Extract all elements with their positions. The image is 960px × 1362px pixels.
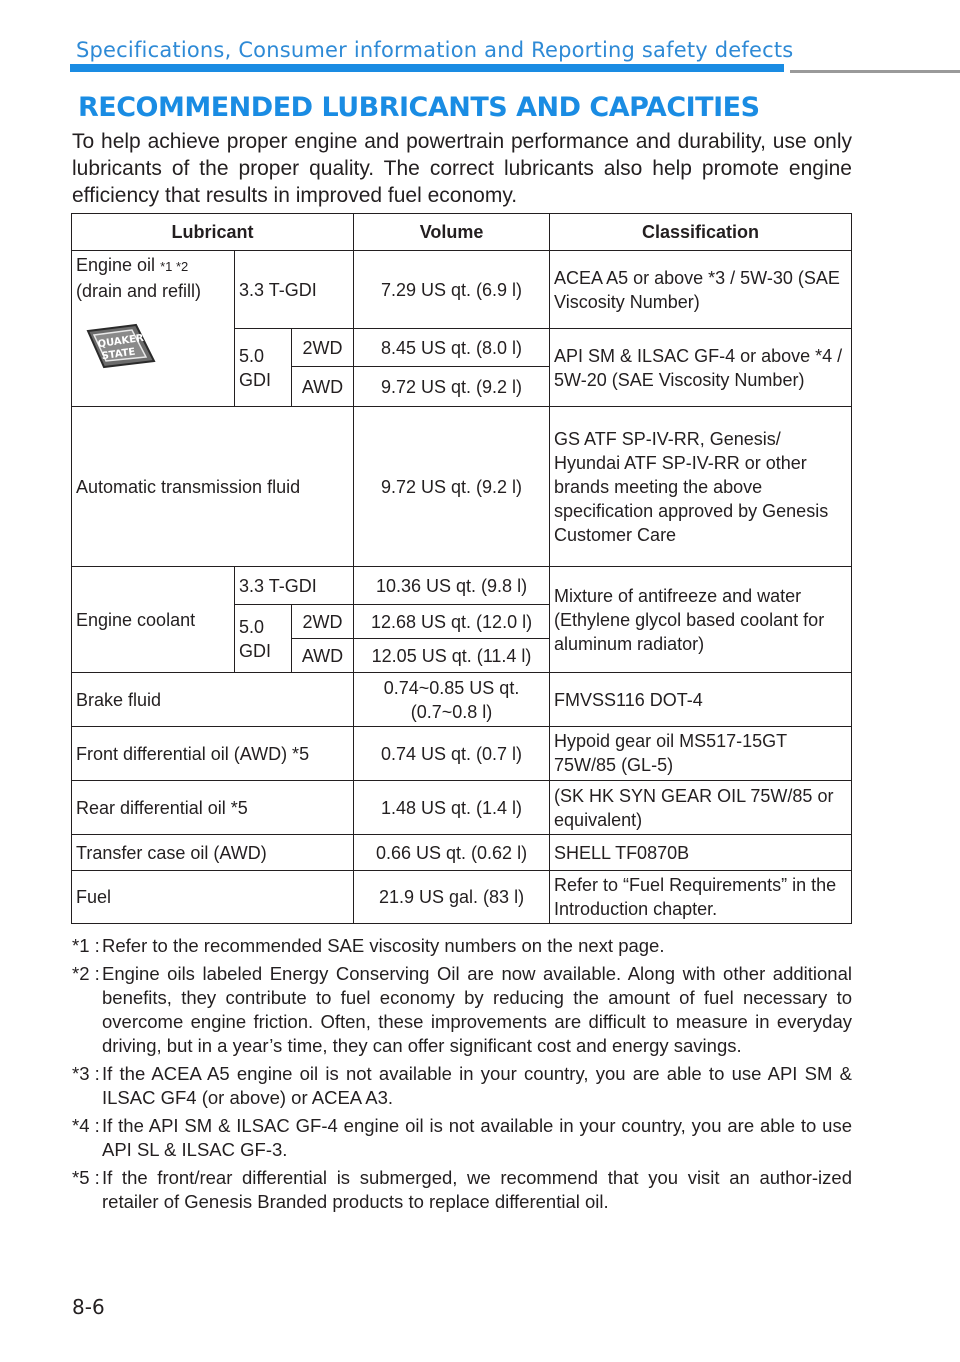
footnote-text: If the front/rear differential is submerged, we recommend that you visit an author-ized retailer of Genesis Branded products to replace differential oil. — [102, 1167, 852, 1212]
transfer-class: SHELL TF0870B — [550, 835, 852, 871]
footnote — [72, 1062, 852, 1110]
footnote-text: If the ACEA A5 engine oil is not available in your country, you are able to use API SM & ILSAC GF4 (or above) or ACEA A3. — [102, 1063, 852, 1108]
coolant-drive-awd: AWD — [292, 639, 354, 673]
footnote — [72, 1166, 852, 1214]
svg-text:QUAKER: QUAKER — [97, 332, 145, 351]
table-row — [72, 781, 852, 835]
quaker-state-logo — [84, 321, 158, 377]
coolant-volume-2wd: 12.68 US qt. (12.0 l) — [354, 605, 550, 639]
section-title: RECOMMENDED LUBRICANTS AND CAPACITIES — [78, 92, 760, 123]
header-rule-accent — [70, 64, 784, 72]
fuel-class: Refer to “Fuel Requirements” in the Introduction chapter. — [550, 871, 852, 924]
coolant-class: Mixture of antifreeze and water (Ethylene glycol based coolant for aluminum radiator) — [550, 567, 852, 673]
engine-oil-sub: (drain and refill) — [76, 281, 202, 301]
coolant-drive-2wd: 2WD — [292, 605, 354, 639]
footnote-text: Engine oils labeled Energy Conserving Oil are now available. Along with other additional benefits, they contribute to fuel economy by reducing the amount of fuel necessary to overcome engine friction. Often, these improvements are difficult to measure in everyday driving, but in a year’s time, they can offer significant cost and energy savings. — [102, 963, 852, 1056]
engine-oil-drive-2wd: 2WD — [292, 329, 354, 367]
table-row — [72, 673, 852, 727]
lubricants-table — [71, 213, 852, 924]
brake-class: FMVSS116 DOT-4 — [550, 673, 852, 727]
footnote — [72, 934, 852, 958]
table-row — [72, 727, 852, 781]
footnote — [72, 1114, 852, 1162]
front-diff-volume: 0.74 US qt. (0.7 l) — [354, 727, 550, 781]
intro-paragraph: To help achieve proper engine and powertrain performance and durability, use only lubricants of the proper quality. The correct lubricants also help promote engine efficiency that results in improved fuel economy. — [72, 130, 852, 207]
footnote-mark: *1 : — [72, 935, 100, 956]
coolant-engine-3-3: 3.3 T-GDI — [235, 567, 354, 605]
footnote-mark: *3 : — [72, 1063, 100, 1084]
atf-volume: 9.72 US qt. (9.2 l) — [354, 407, 550, 567]
table-row — [72, 251, 852, 329]
header-rule-gray — [790, 70, 960, 73]
rear-diff-volume: 1.48 US qt. (1.4 l) — [354, 781, 550, 835]
table-row — [72, 407, 852, 567]
atf-label: Automatic transmission fluid — [72, 407, 354, 567]
engine-oil-engine-5-0: 5.0 GDI — [235, 329, 292, 407]
transfer-volume: 0.66 US qt. (0.62 l) — [354, 835, 550, 871]
coolant-label: Engine coolant — [72, 567, 235, 673]
header-volume: Volume — [354, 214, 550, 251]
header-classification: Classification — [550, 214, 852, 251]
coolant-volume-3-3: 10.36 US qt. (9.8 l) — [354, 567, 550, 605]
front-diff-label: Front differential oil (AWD) *5 — [72, 727, 354, 781]
engine-oil-volume-awd: 9.72 US qt. (9.2 l) — [354, 367, 550, 407]
engine-oil-label: Engine oil — [76, 255, 156, 275]
page-number: 8-6 — [72, 1295, 105, 1319]
footnote-text: If the API SM & ILSAC GF-4 engine oil is not available in your country, you are able to use API SL & ILSAC GF-3. — [102, 1115, 852, 1160]
transfer-label: Transfer case oil (AWD) — [72, 835, 354, 871]
header-lubricant: Lubricant — [72, 214, 354, 251]
footnote-mark: *4 : — [72, 1115, 100, 1136]
footnotes — [72, 934, 852, 1218]
engine-oil-volume-2wd: 8.45 US qt. (8.0 l) — [354, 329, 550, 367]
engine-oil-engine-3-3: 3.3 T-GDI — [235, 251, 354, 329]
svg-text:STATE: STATE — [101, 346, 137, 363]
footnote-mark: *5 : — [72, 1167, 100, 1188]
table-row — [72, 835, 852, 871]
table-header-row — [72, 214, 852, 251]
table-row — [72, 567, 852, 605]
atf-class: GS ATF SP-IV-RR, Genesis/ Hyundai ATF SP-IV-RR or other brands meeting the above specification approved by Genesis Customer Care — [550, 407, 852, 567]
engine-oil-class-3-3: ACEA A5 or above *3 / 5W-30 (SAE Viscosity Number) — [550, 251, 852, 329]
fuel-label: Fuel — [72, 871, 354, 924]
coolant-engine-5-0: 5.0 GDI — [235, 605, 292, 673]
footnote — [72, 962, 852, 1058]
rear-diff-class: (SK HK SYN GEAR OIL 75W/85 or equivalent) — [550, 781, 852, 835]
brake-volume: 0.74~0.85 US qt. (0.7~0.8 l) — [354, 673, 550, 727]
rear-diff-label: Rear differential oil *5 — [72, 781, 354, 835]
fuel-volume: 21.9 US gal. (83 l) — [354, 871, 550, 924]
engine-oil-volume-3-3: 7.29 US qt. (6.9 l) — [354, 251, 550, 329]
chapter-title: Specifications, Consumer information and Reporting safety defects — [76, 38, 794, 62]
table-row — [72, 871, 852, 924]
engine-oil-drive-awd: AWD — [292, 367, 354, 407]
front-diff-class: Hypoid gear oil MS517-15GT 75W/85 (GL-5) — [550, 727, 852, 781]
engine-oil-note-marks: *1 *2 — [160, 259, 189, 274]
footnote-mark: *2 : — [72, 963, 100, 984]
engine-oil-class-5-0: API SM & ILSAC GF-4 or above *4 / 5W-20 (SAE Viscosity Number) — [550, 329, 852, 407]
footnote-text: Refer to the recommended SAE viscosity numbers on the next page. — [102, 935, 665, 956]
coolant-volume-awd: 12.05 US qt. (11.4 l) — [354, 639, 550, 673]
brake-label: Brake fluid — [72, 673, 354, 727]
engine-oil-cell — [72, 251, 235, 407]
